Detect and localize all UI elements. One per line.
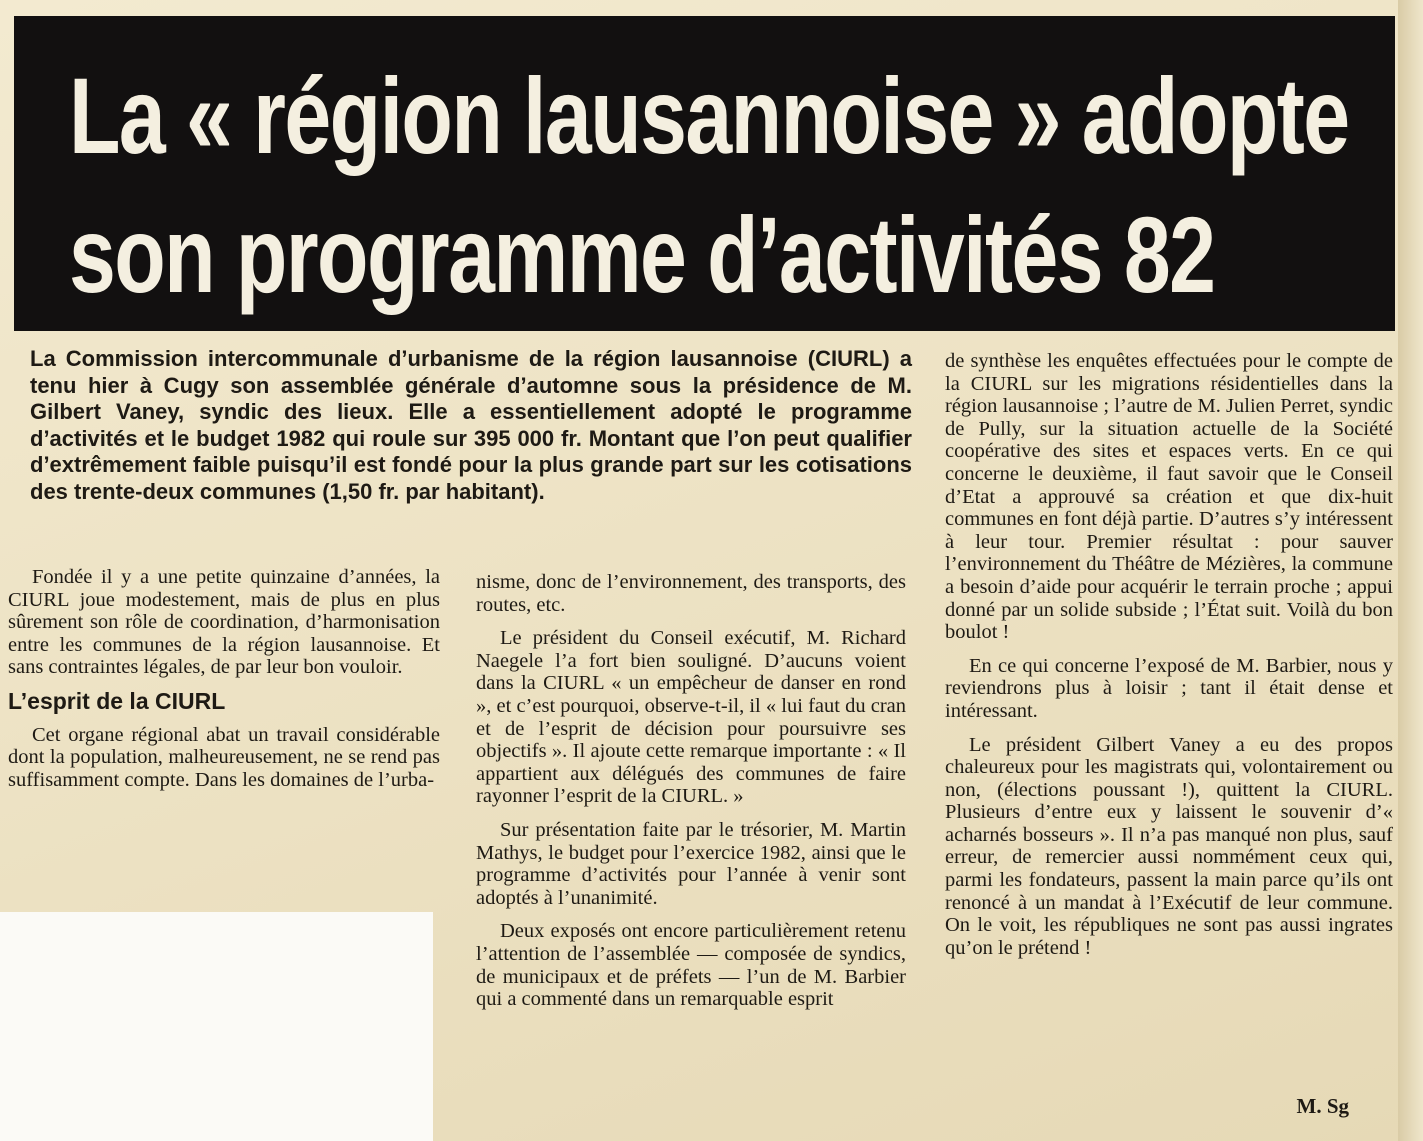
section-subheading: L’esprit de la CIURL (8, 687, 226, 714)
paragraph: Le président du Conseil exécutif, M. Richard Naegele l’a fort bien souligné. D’aucuns voient dans la CIURL « un empêcheur de danser en rond », et c’est pourquoi, observe-t-il, il « lui faut du cran et de l’esprit de décision pour poursuivre ses objectifs ». Il ajoute cette remarque importante : « Il appartient aux délégués des communes de faire rayonner l’esprit de la CIURL. » (476, 627, 906, 808)
article-column-2 (476, 571, 906, 1022)
paragraph: de synthèse les enquêtes effectuées pour le compte de la CIURL sur les migrations résidentielles dans la région lausannoise ; l’autre de M. Julien Perret, syndic de Pully, sur la situation actuelle de la Société coopérative des sites et espaces verts. En ce qui concerne le deuxième, il faut savoir que le Conseil d’Etat a approuvé sa création et que dix-huit communes en font déjà partie. D’autres s’y intéressent à leur tour. Premier résultat : pour sauver l’environnement du Théâtre de Mézières, la commune a besoin d’aide pour acquérir le terrain proche ; appui donné par un solide subside ; l’État suit. Voilà du bon boulot ! (945, 350, 1393, 644)
headline-line-1: La « région lausannoise » adopte (69, 55, 1349, 176)
paragraph: Cet organe régional abat un travail considérable dont la population, malheureusement, ne se rend pas suffisamment compte. Dans les domaines de l’urba- (8, 723, 440, 791)
article-column-3 (945, 350, 1393, 970)
paragraph: Sur présentation faite par le trésorier, M. Martin Mathys, le budget pour l’exercice 1982, ainsi que le programme d’activités pour l’année à venir sont adoptés à l’unanimité. (476, 818, 906, 909)
headline-line-2: son programme d’activités 82 (69, 194, 1215, 315)
lead-paragraph: La Commission intercommunale d’urbanisme de la région lausannoise (CIURL) a tenu hier à Cugy son assemblée générale d’automne sous la présidence de M. Gilbert Vaney, syndic des lieux. Elle a essentiellement adopté le programme d’activités et le budget 1982 qui roule sur 395 000 fr. Montant que l’on peut qualifier d’extrêmement faible puisqu’il est fondé pour la plus grande part sur les cotisations des trente-deux communes (1,50 fr. par habitant). (30, 346, 912, 504)
paragraph: En ce qui concerne l’exposé de M. Barbier, nous y reviendrons plus à loisir ; tant il était dense et intéressant. (945, 654, 1393, 722)
author-signature: M. Sg (1296, 1094, 1349, 1118)
paragraph: Le président Gilbert Vaney a eu des propos chaleureux pour les magistrats qui, volontairement ou non, (élections poussant !), quittent la CIURL. Plusieurs d’entre eux y laissent le souvenir d’« acharnés bosseurs ». Il n’a pas manqué non plus, sauf erreur, de remercier aussi nommément ceux qui, parmi les fondateurs, passent la main parce qu’ils ont renoncé à un mandat à l’Exécutif de leur commune. On le voit, les républiques ne sont pas aussi ingrates qu’on le prétend ! (945, 733, 1393, 959)
blank-paper-patch (0, 912, 433, 1141)
headline-banner (14, 16, 1395, 331)
paragraph: Fondée il y a une petite quinzaine d’années, la CIURL joue modestement, mais de plus en plus sûrement son rôle de coordination, d’harmonisation entre les communes de la région lausannoise. Et sans contraintes légales, de par leur bon vouloir. (8, 566, 440, 679)
page-edge-shadow (1398, 0, 1423, 1141)
paragraph: nisme, donc de l’environnement, des transports, des routes, etc. (476, 571, 906, 616)
article-column-1 (8, 566, 440, 802)
paragraph: Deux exposés ont encore particulièrement retenu l’attention de l’assemblée — composée de syndics, de municipaux et de préfets — l’un de M. Barbier qui a commenté dans un remarquable esprit (476, 920, 906, 1011)
